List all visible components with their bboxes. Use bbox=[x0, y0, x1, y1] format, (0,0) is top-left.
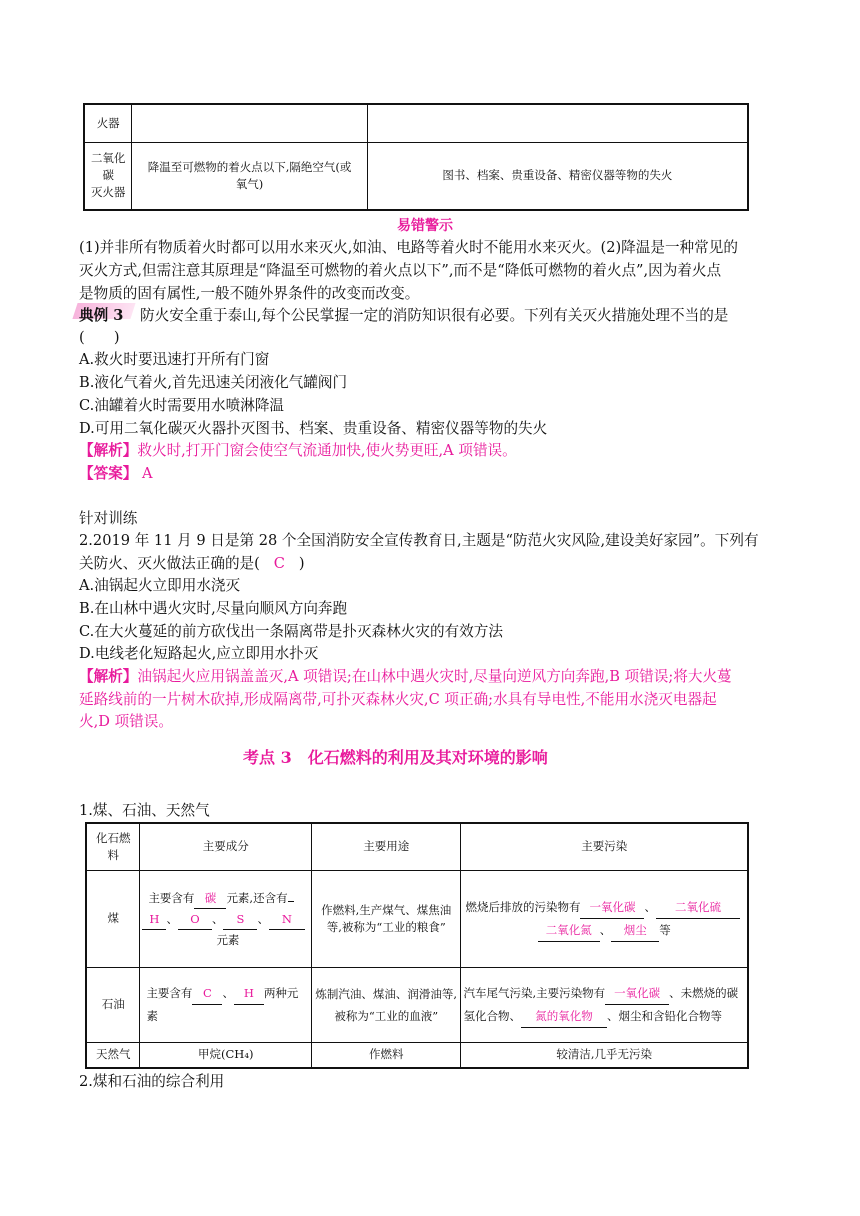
composition-cell bbox=[140, 1042, 312, 1068]
training-option: B.在山林中遇火灾时,尽量向顺风方向奔跑 bbox=[79, 600, 348, 617]
warning-line: (1)并非所有物质着火时都可以用水来灭火,如油、电路等着火时不能用水来灭火。(2)降温是一种常见的 bbox=[79, 239, 738, 256]
answer-tag: 【答案】 bbox=[79, 465, 138, 482]
use-cell bbox=[312, 1042, 461, 1068]
warning-line: 是物质的固有属性,一般不随外界条件的改变而改变。 bbox=[79, 285, 420, 302]
use-text: 作燃料 bbox=[368, 1047, 404, 1062]
fuel-name-cell bbox=[86, 967, 140, 1042]
co2-name-line: 灭火器 bbox=[90, 185, 126, 200]
text: 主要含有 bbox=[146, 986, 193, 1000]
co2-name-line: 二氧化 bbox=[90, 151, 126, 166]
training-title: 针对训练 bbox=[79, 510, 138, 527]
co2-name-line: 碳 bbox=[102, 168, 114, 183]
co2-method-line: 氧气) bbox=[235, 176, 264, 191]
subsection-title: 2.煤和石油的综合利用 bbox=[79, 1073, 225, 1090]
header-cell bbox=[312, 823, 461, 870]
analysis-text: 救火时,打开门窗会使空气流通加快,使火势更旺,A 项错误。 bbox=[137, 442, 517, 459]
use-cell bbox=[312, 870, 461, 967]
fill-answer: N bbox=[281, 911, 292, 926]
composition-cell: 主要含有 C 、 H 两种元素 bbox=[140, 967, 312, 1042]
extinguisher-table bbox=[83, 103, 749, 211]
example-question: 防火安全重于泰山,每个公民掌握一定的消防知识很有必要。下列有关灭火措施处理不当的是 bbox=[140, 307, 729, 324]
text: 元素 bbox=[216, 932, 240, 947]
header-label: 主要用途 bbox=[363, 839, 410, 854]
answer-text: A bbox=[142, 465, 153, 482]
text: 等 bbox=[659, 922, 671, 937]
warning-title: 易错警示 bbox=[397, 218, 453, 234]
co2-method-cell bbox=[132, 142, 367, 210]
training-option: C.在大火蔓延的前方砍伐出一条隔离带是扑灭森林火灾的有效方法 bbox=[79, 623, 503, 640]
fill-answer: H bbox=[243, 986, 254, 1000]
text: 两种元素 bbox=[146, 986, 299, 1023]
header-label: 主要污染 bbox=[581, 839, 628, 854]
header-label: 化石燃料 bbox=[95, 830, 131, 862]
fuel-name: 煤 bbox=[107, 911, 119, 925]
example-option: A.救火时要迅速打开所有门窗 bbox=[79, 351, 270, 368]
header-label: 主要成分 bbox=[202, 839, 249, 854]
extinguisher-name: 火器 bbox=[96, 115, 120, 130]
table-row-gas bbox=[86, 1042, 748, 1068]
fuel-name: 天然气 bbox=[95, 1047, 131, 1062]
fill-answer: C bbox=[203, 986, 212, 1000]
training-analysis-line: 延路线前的一片树木砍掉,形成隔离带,可扑灭森林火灾,C 项正确;水具有导电性,不能用水浇灭电器起 bbox=[79, 691, 717, 708]
text: 主要含有 bbox=[148, 890, 195, 905]
training-option: D.电线老化短路起火,应立即用水扑灭 bbox=[79, 645, 319, 662]
fossil-fuel-table bbox=[85, 822, 749, 1069]
fill-answer: 二氧化氮 bbox=[545, 922, 592, 937]
warning-line: 灭火方式,但需注意其原理是“降温至可燃物的着火点以下”,而不是“降低可燃物的着火点”,因为着火点 bbox=[79, 262, 722, 279]
analysis-tag: 【解析】 bbox=[79, 442, 138, 459]
pollution-cell bbox=[461, 967, 748, 1042]
example-option: D.可用二氧化碳灭火器扑灭图书、档案、贵重设备、精密仪器等物的失火 bbox=[79, 420, 548, 437]
training-analysis bbox=[79, 667, 732, 687]
fill-answer: 烟尘 bbox=[623, 922, 647, 937]
fill-answer: 一氧化碳 bbox=[614, 985, 661, 1000]
table-row-coal bbox=[86, 870, 748, 967]
question-paren-close: ) bbox=[298, 555, 305, 572]
co2-scope: 图书、档案、贵重设备、精密仪器等物的失火 bbox=[442, 168, 673, 183]
fill-answer: 碳 bbox=[204, 890, 217, 905]
text: 燃烧后排放的污染物有 bbox=[465, 899, 581, 914]
example-option: B.液化气着火,首先迅速关闭液化气罐阀门 bbox=[79, 374, 348, 391]
header-cell bbox=[140, 823, 312, 870]
table-header-row bbox=[86, 823, 748, 870]
analysis-text: 油锅起火应用锅盖盖灭,A 项错误;在山林中遇火灾时,尽量向逆风方向奔跑,B 项错误;将大火蔓 bbox=[137, 668, 732, 685]
subsection-title: 1.煤、石油、天然气 bbox=[79, 802, 210, 819]
fuel-name-cell bbox=[86, 1042, 140, 1068]
fill-answer: 二氧化硫 bbox=[674, 899, 721, 914]
analysis-tag: 【解析】 bbox=[79, 668, 138, 685]
header-cell bbox=[86, 823, 140, 870]
header-cell bbox=[461, 823, 748, 870]
pollution-text: 较清洁,几乎无污染 bbox=[556, 1047, 653, 1062]
use-text: 作燃料,生产煤气、煤焦油等,被称为“工业的粮食” bbox=[321, 902, 452, 934]
training-question: 2.2019 年 11 月 9 日是第 28 个全国消防安全宣传教育日,主题是“防范火灾风险,建设美好家园”。下列有 bbox=[79, 532, 759, 549]
co2-extinguisher-name-cell bbox=[84, 142, 132, 210]
example-paren: ( ) bbox=[79, 329, 120, 346]
fill-answer: 一氧化碳 bbox=[589, 899, 636, 914]
co2-scope-cell bbox=[367, 142, 748, 210]
text: 、烟尘和含铅化合物等 bbox=[606, 1008, 722, 1023]
training-question-line2 bbox=[79, 554, 305, 574]
section-heading: 考点 3 化石燃料的利用及其对环境的影响 bbox=[243, 748, 548, 767]
fill-answer: H bbox=[149, 911, 160, 926]
use-text: 炼制汽油、煤油、润滑油等,被称为“工业的血液” bbox=[315, 986, 458, 1023]
pollution-cell bbox=[461, 1042, 748, 1068]
fuel-name-cell bbox=[86, 870, 140, 967]
example-label: 典例 3 bbox=[79, 307, 124, 324]
example-analysis bbox=[79, 441, 517, 461]
fuel-name: 石油 bbox=[101, 997, 125, 1011]
fill-answer: S bbox=[236, 911, 245, 926]
composition-cell: 主要含有 碳 元素,还含有 H 、 O 、 S 、 N 元素 bbox=[140, 870, 312, 967]
extinguisher-method-cell bbox=[132, 104, 367, 142]
extinguisher-name-cell bbox=[84, 104, 132, 142]
composition-text: 甲烷(CH₄) bbox=[198, 1047, 254, 1062]
training-analysis-line: 火,D 项错误。 bbox=[79, 713, 173, 730]
co2-method-line: 降温至可燃物的着火点以下,隔绝空气(或 bbox=[147, 159, 352, 174]
extinguisher-scope-cell bbox=[367, 104, 748, 142]
example-answer bbox=[79, 464, 153, 484]
fill-answer: 氮的氧化物 bbox=[535, 1008, 593, 1023]
text: 汽车尾气污染,主要污染物有 bbox=[463, 985, 606, 1000]
text: 、未燃烧的碳氢化合物、 bbox=[463, 985, 739, 1023]
fill-answer: O bbox=[190, 911, 200, 926]
pollution-cell: 燃烧后排放的污染物有 一氧化碳 、 二氧化硫 二氧化氮 、 烟尘 等 bbox=[461, 870, 748, 967]
table-row-oil bbox=[86, 967, 748, 1042]
text: 元素,还含有 bbox=[226, 890, 288, 905]
use-cell bbox=[312, 967, 461, 1042]
training-option: A.油锅起火立即用水浇灭 bbox=[79, 577, 241, 594]
question-answer: C bbox=[273, 555, 285, 572]
example-option: C.油罐着火时需要用水喷淋降温 bbox=[79, 397, 285, 414]
question-text: 关防火、灭火做法正确的是( bbox=[79, 555, 260, 572]
